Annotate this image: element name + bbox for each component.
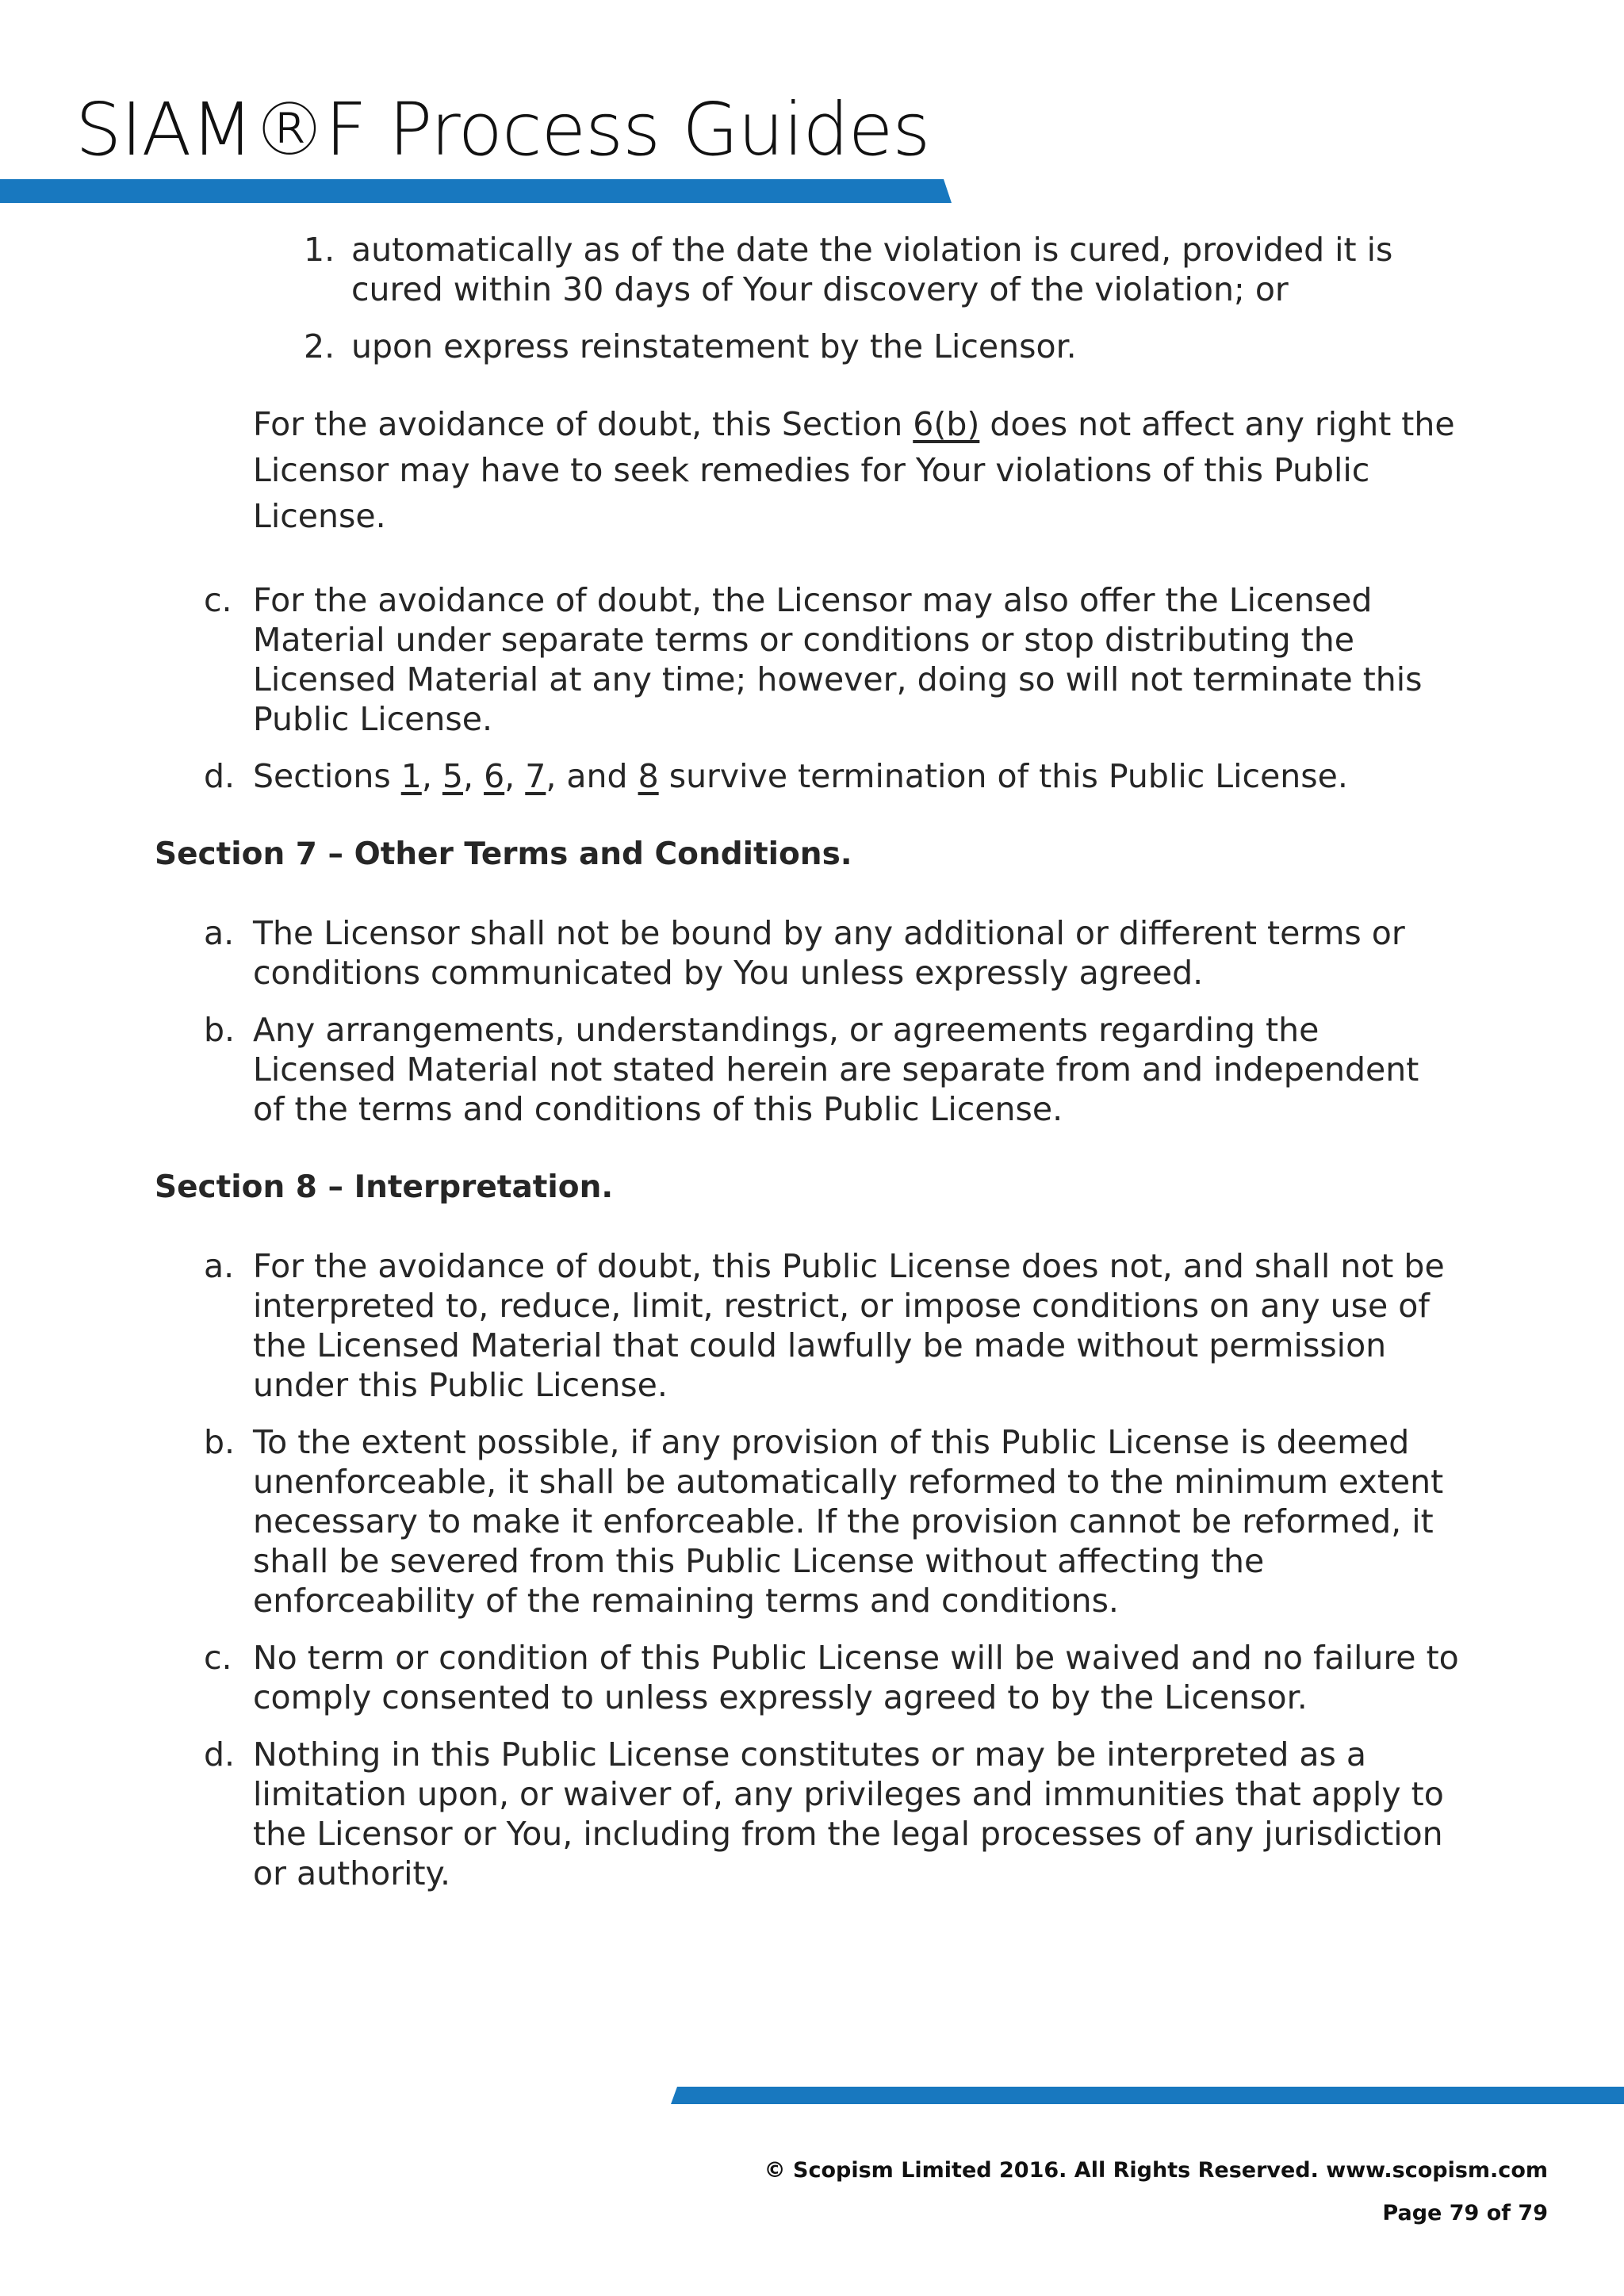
header-accent-bar [0, 179, 952, 203]
text-run: survive termination of this Public License. [658, 757, 1348, 795]
list-marker: c. [204, 1639, 232, 1677]
list-marker: b. [204, 1423, 236, 1461]
section-link-6b[interactable]: 6(b) [913, 405, 980, 443]
list-item-line: Material under separate terms or conditions or stop distributing the [253, 621, 1354, 659]
list-marker: a. [204, 914, 235, 952]
list-item-line: shall be severed from this Public License without affecting the [253, 1542, 1265, 1580]
list-item-line: The Licensor shall not be bound by any additional or different terms or [253, 914, 1405, 952]
section-7-heading: Section 7 – Other Terms and Conditions. [155, 836, 852, 872]
list-item-line: conditions communicated by You unless expressly agreed. [253, 954, 1204, 992]
list-item-line: automatically as of the date the violation is cured, provided it is [351, 231, 1393, 269]
list-item-line: Any arrangements, understandings, or agreements regarding the [253, 1011, 1320, 1049]
list-item-line: For the avoidance of doubt, the Licensor may also offer the Licensed [253, 581, 1373, 619]
list-item-line: upon express reinstatement by the Licensor. [351, 327, 1077, 365]
list-marker: 2. [304, 327, 335, 365]
list-item-line: To the extent possible, if any provision of this Public License is deemed [253, 1423, 1410, 1461]
list-marker: b. [204, 1011, 236, 1049]
list-item-line: cured within 30 days of Your discovery of the violation; or [351, 270, 1289, 308]
section-link-6[interactable]: 6 [484, 757, 505, 795]
list-item-line: necessary to make it enforceable. If the provision cannot be reformed, it [253, 1502, 1434, 1540]
list-item-line: the Licensed Material that could lawfully be made without permission [253, 1326, 1387, 1364]
footer-copyright: © Scopism Limited 2016. All Rights Reserved. www.scopism.com [764, 2158, 1548, 2183]
text-run: , [421, 757, 442, 795]
list-item-line: of the terms and conditions of this Public License. [253, 1090, 1063, 1128]
list-item-line: Licensed Material at any time; however, doing so will not terminate this [253, 660, 1423, 698]
section-8-heading: Section 8 – Interpretation. [155, 1169, 614, 1205]
paragraph-line: License. [253, 497, 386, 535]
paragraph-line: Licensor may have to seek remedies for Your violations of this Public [253, 451, 1370, 489]
list-item-line: Nothing in this Public License constitutes or may be interpreted as a [253, 1735, 1367, 1774]
page-number: Page 79 of 79 [1382, 2201, 1548, 2225]
list-item-line: interpreted to, reduce, limit, restrict, or impose conditions on any use of [253, 1287, 1430, 1325]
list-item-line: unenforceable, it shall be automatically reformed to the minimum extent [253, 1463, 1444, 1501]
section-link-5[interactable]: 5 [442, 757, 463, 795]
list-item-line [253, 756, 1348, 797]
list-item-line: under this Public License. [253, 1366, 668, 1404]
list-marker: d. [204, 1735, 236, 1774]
footer-accent-bar [671, 2087, 1624, 2104]
list-item-line: For the avoidance of doubt, this Public License does not, and shall not be [253, 1247, 1445, 1285]
list-item-line: comply consented to unless expressly agreed to by the Licensor. [253, 1678, 1308, 1716]
list-item-line: limitation upon, or waiver of, any privileges and immunities that apply to [253, 1775, 1444, 1813]
list-item-line: No term or condition of this Public License will be waived and no failure to [253, 1639, 1459, 1677]
list-item-line: Licensed Material not stated herein are separate from and independent [253, 1050, 1419, 1089]
list-item-line: enforceability of the remaining terms and conditions. [253, 1582, 1119, 1620]
text-run: Sections [253, 757, 401, 795]
list-marker: 1. [304, 231, 335, 269]
text-run: , and [546, 757, 638, 795]
list-item-line: or authority. [253, 1854, 451, 1892]
list-item-line: Public License. [253, 700, 492, 738]
page-title: SIAM®F Process Guides [75, 87, 930, 172]
section-link-1[interactable]: 1 [400, 757, 422, 795]
text-run: , [463, 757, 485, 795]
list-marker: d. [204, 757, 236, 795]
text-run: , [504, 757, 526, 795]
list-marker: a. [204, 1247, 235, 1285]
text-run: For the avoidance of doubt, this Section [253, 405, 914, 443]
section-link-8[interactable]: 8 [638, 757, 659, 795]
paragraph-line [253, 404, 1455, 445]
list-item-line: the Licensor or You, including from the legal processes of any jurisdiction [253, 1815, 1443, 1853]
text-run: does not affect any right the [979, 405, 1455, 443]
section-link-7[interactable]: 7 [525, 757, 546, 795]
list-marker: c. [204, 581, 232, 619]
